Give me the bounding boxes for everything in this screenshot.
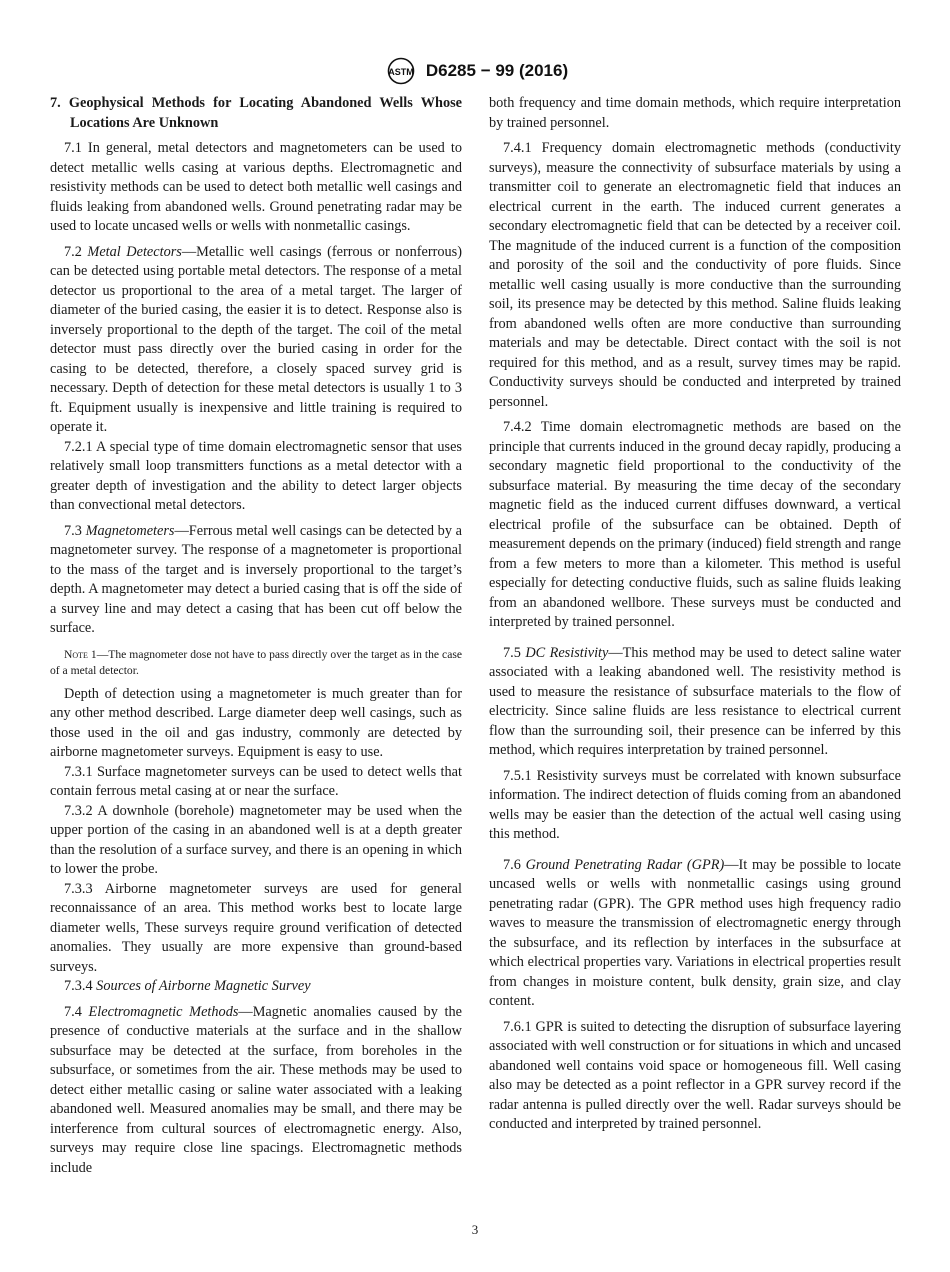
- para-title: Sources of Airborne Magnetic Survey: [96, 978, 311, 994]
- para-title: Electromagnetic Methods: [88, 1003, 239, 1020]
- paragraph-7-4-2: 7.4.2 Time domain electromagnetic methods are based on the principle that currents induced in the ground decay rapidly, producing a secondary magnetic field proportional to the conductivity of the subsurface material. By measuring the time decay of the secondary magnetic field as the induced current diffuses downward, a vertical electrical profile of the subsurface can be obtained. Depth of measurement depends on the primary (induced) field strength and range from a few meters to more than a kilometer. This method is useful especially for detecting conductive fluids, such as saline fluids leaking from an abandoned wellbore. These surveys must be conducted and interpreted by trained personnel.: [489, 419, 901, 630]
- para-number: 7.5: [503, 644, 521, 661]
- astm-logo-icon: [382, 57, 420, 85]
- paragraph-7-3-4: [50, 977, 462, 997]
- section-heading: 7. Geophysical Methods for Locating Abandoned Wells Whose Locations Are Unknown: [50, 95, 462, 131]
- paragraph-7-1: 7.1 In general, metal detectors and magnetometers can be used to detect metallic wells casing at various depths. Electromagnetic and resistivity methods can be used to detect both metallic well casings and fluids leaking from abandoned wells. Ground penetrating radar may be used to locate uncased wells or wells with nonmetallic casings.: [50, 140, 462, 234]
- para-text: —Magnetic anomalies caused by the presence of conductive materials at the surface and in the shallow subsurface may be detected at the surface, from boreholes in the subsurface, or sometimes from the air. These methods may be used to detect either metallic casing or saline water associated with a leaking abandoned well. Measured anomalies may be small, and there may be interference from cultural sources of electromagnetic energy. Also, surveys may require close line spacings. Electromagnetic methods include: [50, 1003, 462, 1176]
- right-column: [489, 94, 901, 1135]
- para-number: 7.3: [64, 522, 82, 539]
- para-text: —Ferrous metal well casings can be detected by a magnetometer survey. The response of a magnetometer is proportional to the mass of the target and is inversely proportional to the target’s depth. A magnetometer may detect a buried casing that is off the side of a survey line and may detect a casing that has been cut off below the surface.: [50, 522, 462, 636]
- para-text: —Metallic well casings (ferrous or nonferrous) can be detected using portable metal detectors. The response of a metal detector us proportional to the area of a metal target. The larger of diameter of the buried casing, the easier it is to detect. Response also is inversely proportional to the depth of the target. The coil of the metal detector must pass directly over the buried casing in order for the casing to be detected, therefore, a closely spaced survey grid is necessary. Depth of detection for these metal detectors is usually 1 to 3 ft. Equipment usually is inexpensive and little training is required to operate it.: [50, 243, 462, 435]
- paragraph-7-4: [50, 1003, 462, 1179]
- paragraph-7-2: [50, 243, 462, 438]
- page-number: 3: [471, 1222, 479, 1237]
- document-designation: D6285 − 99 (2016): [425, 61, 569, 80]
- paragraph-7-3: [50, 522, 462, 639]
- left-column: [50, 94, 462, 1178]
- note-text: —The magnometer dose not have to pass directly over the target as in the case of a metal detector.: [50, 647, 462, 677]
- para-title: Metal Detectors: [87, 243, 182, 260]
- paragraph-7-5-1: 7.5.1 Resistivity surveys must be correlated with known subsurface information. The indirect detection of fluids coming from an abandoned wells may be easier than the detection of the actual well casing using this method.: [489, 767, 901, 842]
- para-number: 7.3.4: [64, 978, 93, 994]
- astm-logo-text: ASTM: [388, 67, 414, 77]
- note-1: [50, 647, 462, 679]
- paragraph-depth-detection: Depth of detection using a magnetometer is much greater than for any other method described. Large diameter deep well casings, such as those used in the oil and gas industry, commonly are detected by airborne magnetometer surveys. Equipment is easy to use.: [50, 685, 462, 760]
- paragraph-7-5: [489, 644, 901, 761]
- para-title: Magnetometers: [85, 522, 175, 539]
- paragraph-7-4-continued: both frequency and time domain methods, which require interpretation by trained personnel.: [489, 95, 901, 131]
- para-title: Ground Penetrating Radar (GPR): [525, 856, 725, 873]
- paragraph-7-3-1: 7.3.1 Surface magnetometer surveys can be used to detect wells that contain ferrous metal casing at or near the surface.: [50, 763, 462, 799]
- paragraph-7-6-1: 7.6.1 GPR is suited to detecting the disruption of subsurface layering associated with well construction or for situations in which and uncased abandoned well contains void space or homogeneous fill. Well casing also may be detected as a point reflector in a GPR survey record if the radar antenna is pulled directly over the well. Radar surveys should be conducted and interpreted by trained personnel.: [489, 1018, 901, 1132]
- note-label: Note 1: [64, 647, 97, 661]
- para-number: 7.4: [64, 1003, 82, 1020]
- para-text: —This method may be used to detect saline water associated with a leaking abandoned well. The resistivity method is used to measure the resistance of subsurface materials to the flow of electricity. Since saline fluids are less resistance to electrical current flow than the surrounding soil, their presence can be inferred by this method, which requires interpretation by trained personnel.: [489, 644, 902, 758]
- para-number: 7.6: [503, 856, 521, 873]
- paragraph-7-2-1: 7.2.1 A special type of time domain electromagnetic sensor that uses relatively small loop transmitters functions as a metal detector with a greater depth of investigation and the ability to detect larger objects than convectional metal detectors.: [50, 438, 462, 513]
- para-number: 7.2: [64, 243, 82, 260]
- paragraph-7-6: [489, 856, 901, 1012]
- paragraph-7-4-1: 7.4.1 Frequency domain electromagnetic methods (conductivity surveys), measure the connectivity of subsurface materials by using a transmitter coil to generate an electromagnetic field that induces an electrical current in the earth. The induced current generates a secondary electromagnetic field that can be detected by a receiver coil. The magnitude of the induced current is a function of the composition and porosity of the soil and the conductivity of pore fluids. Since metallic well casing usually is more conductive than the surrounding soil, its presence may be detected by this method. Saline fluids leaking from abandoned wells often are more conductive than surrounding materials and may be detectable. Direct contact with the soil is not required for this method, and as a result, survey times may be rapid. Conductivity surveys should be conducted and interpreted by trained personnel.: [489, 140, 901, 410]
- paragraph-7-3-3: 7.3.3 Airborne magnetometer surveys are used for general reconnaissance of an area. This method works best to locate large diameter wells, These surveys require ground verification of detected anomalies. They usually are more expensive than ground-based surveys.: [50, 880, 462, 975]
- page-header: [0, 56, 950, 86]
- para-text: —It may be possible to locate uncased wells or wells with nonmetallic casings using ground penetrating radar (GPR). The GPR method uses high frequency radio waves to measure the transmission of electromagnetic energy through the subsurface, and its reflection by interfaces in the subsurface at which electrical properties vary. Variations in electrical properties result from changes in moisture content, bulk density, grain size, and clay content.: [489, 856, 902, 1009]
- paragraph-7-3-2: 7.3.2 A downhole (borehole) magnetometer may be used when the upper portion of the casing in an abandoned well is at a depth greater than the resolution of a surface survey, and there is an opening in which to lower the probe.: [50, 802, 462, 877]
- para-title: DC Resistivity: [525, 644, 609, 661]
